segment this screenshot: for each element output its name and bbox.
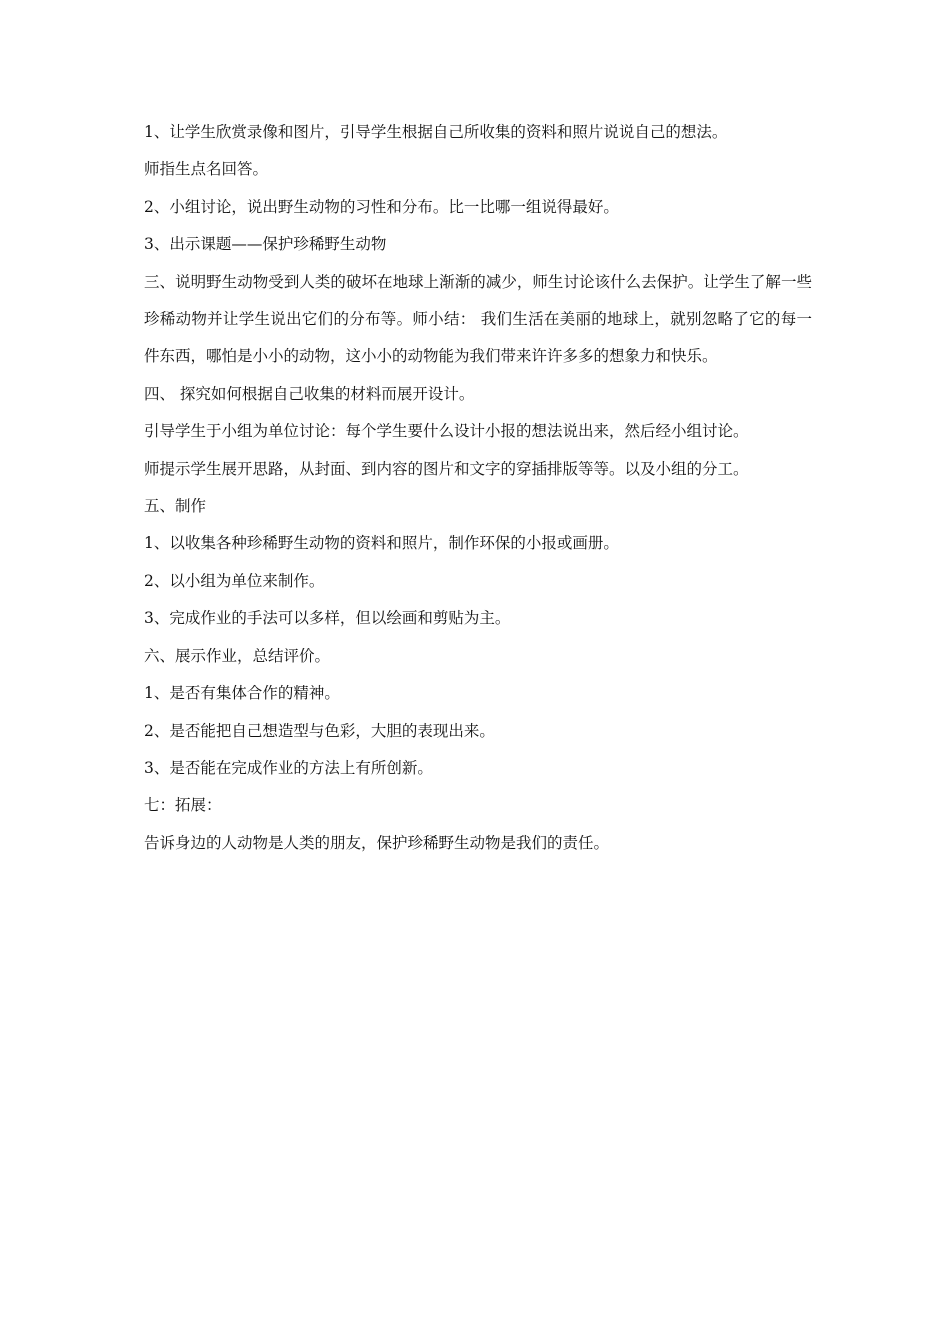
paragraph-make-3: 3、完成作业的手法可以多样，但以绘画和剪贴为主。 xyxy=(144,609,511,628)
paragraph-step-2: 2、小组讨论，说出野生动物的习性和分布。比一比哪一组说得最好。 xyxy=(144,197,619,216)
document-body xyxy=(144,114,812,862)
paragraph-eval-3: 3、是否能在完成作业的方法上有所创新。 xyxy=(144,758,433,777)
paragraph-step-1: 1、让学生欣赏录像和图片，引导学生根据自己所收集的资料和照片说说自己的想法。 xyxy=(144,123,728,141)
paragraph-teacher-call: 师指生点名回答。 xyxy=(144,160,269,179)
paragraph-section-7-heading: 七：拓展： xyxy=(144,796,222,815)
paragraph-make-1: 1、以收集各种珍稀野生动物的资料和照片，制作环保的小报或画册。 xyxy=(144,534,619,553)
paragraph-step-3: 3、出示课题——保护珍稀野生动物 xyxy=(144,235,387,254)
paragraph-section-5-heading: 五、制作 xyxy=(144,497,207,516)
paragraph-closing: 告诉身边的人动物是人类的朋友，保护珍稀野生动物是我们的责任。 xyxy=(144,833,610,852)
paragraph-make-2: 2、以小组为单位来制作。 xyxy=(144,571,325,590)
paragraph-eval-1: 1、是否有集体合作的精神。 xyxy=(144,684,340,703)
paragraph-teacher-hint: 师提示学生展开思路，从封面、到内容的图片和文字的穿插排版等等。以及小组的分工。 xyxy=(144,459,749,478)
paragraph-section-6-heading: 六、展示作业，总结评价。 xyxy=(144,646,331,665)
paragraph-group-discussion: 引导学生于小组为单位讨论：每个学生要什么设计小报的想法说出来，然后经小组讨论。 xyxy=(144,422,749,441)
paragraph-eval-2: 2、是否能把自己想造型与色彩，大胆的表现出来。 xyxy=(144,721,495,740)
paragraph-section-3: 三、说明野生动物受到人类的破坏在地球上渐渐的减少，师生讨论该什么去保护。让学生了解一些珍稀动物并让学生说出它们的分布等。师小结： 我们生活在美丽的地球上，就别忽略了它的每一件东西，哪怕是小小的动物，这小小的动物能为我们带来许许多多的想象力和快乐。 xyxy=(144,272,812,366)
paragraph-section-4: 四、 探究如何根据自己收集的材料而展开设计。 xyxy=(144,384,475,403)
